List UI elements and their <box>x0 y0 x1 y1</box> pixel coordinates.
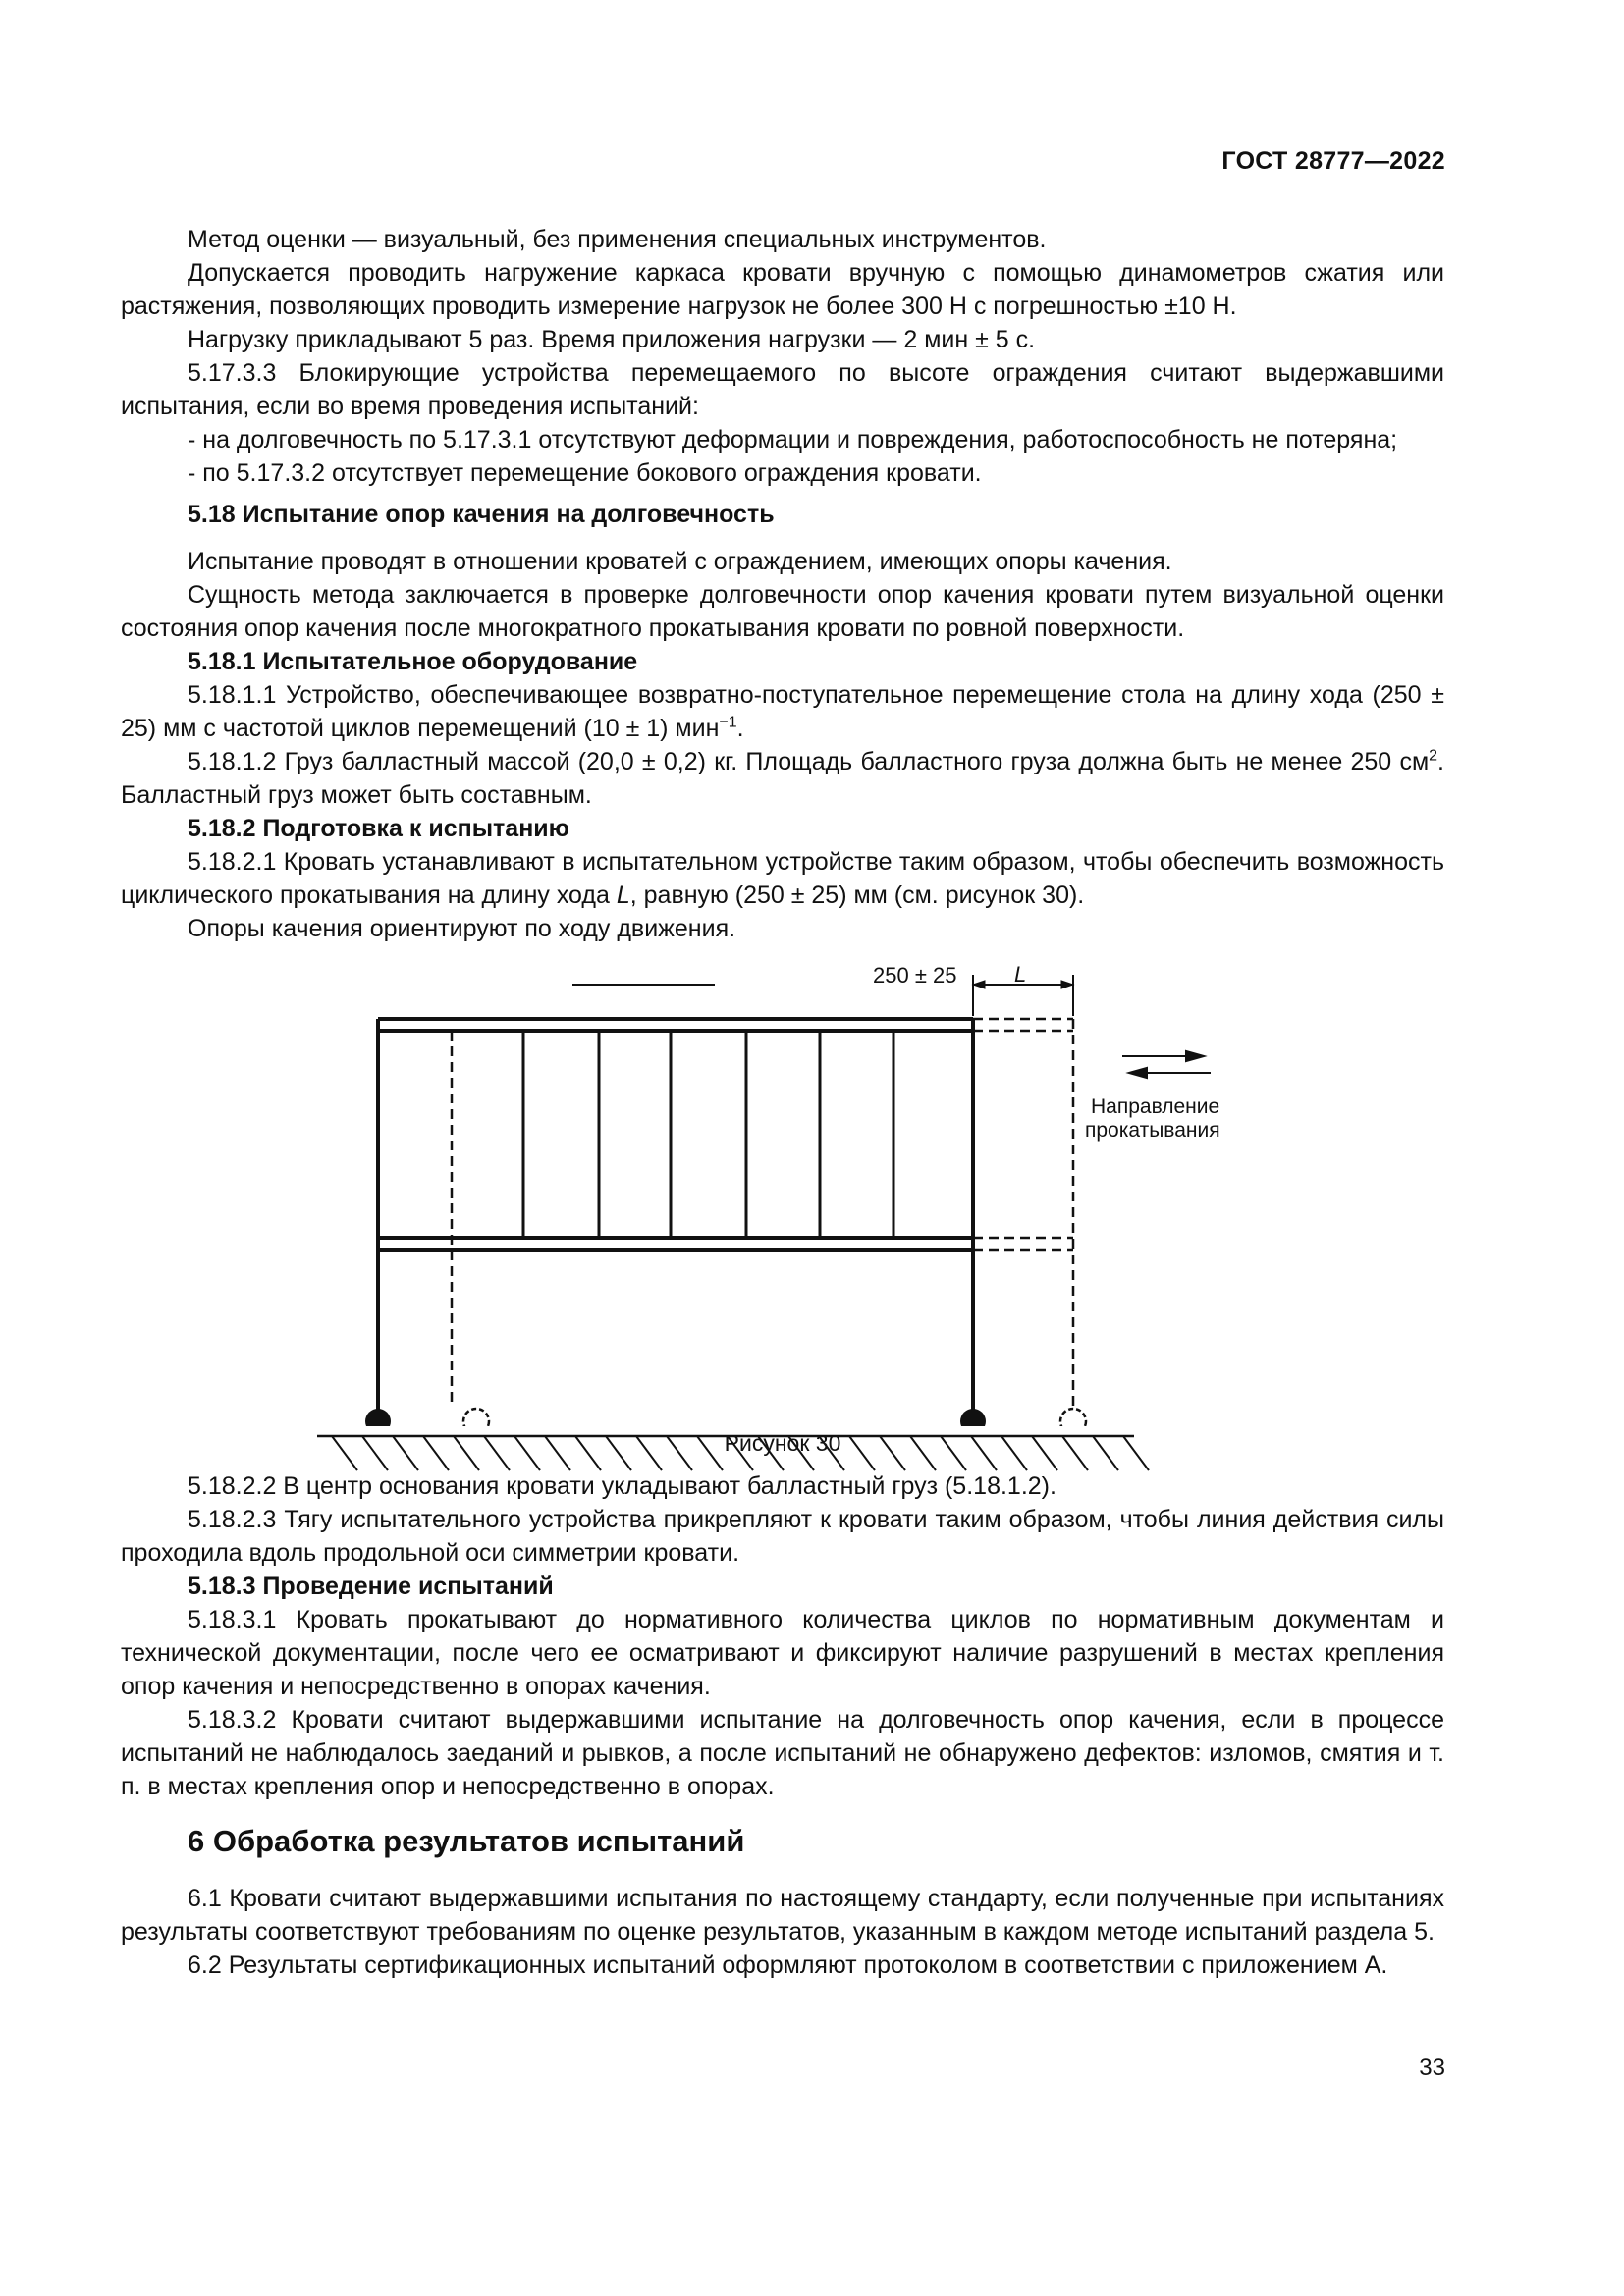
hatch-stroke <box>819 1436 844 1470</box>
clause-5-18-1-2: 5.18.1.2 Груз балластный массой (20,0 ± 0,2) кг. Площадь балластного груза должна быть не менее 250 $см^2$. Балластный груз может быть составным. <box>121 747 1444 809</box>
subsection-heading-5-18-1: 5.18.1 Испытательное оборудование <box>188 648 638 675</box>
hatch-stroke <box>880 1436 905 1470</box>
clause-5-17-3-3: 5.17.3.3 Блокирующие устройства перемещаемого по высоте ограждения считают выдержавшими испытания, если во время проведения испытаний: <box>121 359 1444 420</box>
hatch-stroke <box>362 1436 388 1470</box>
hatch-stroke <box>910 1436 936 1470</box>
hatch-stroke <box>728 1436 753 1470</box>
hatch-stroke <box>606 1436 631 1470</box>
document-body <box>121 223 1444 1982</box>
ground-hatching <box>121 945 1444 1495</box>
section-heading-6: 6 Обработка результатов испытаний <box>188 1824 745 1858</box>
direction-label-line1: Направление <box>1091 1095 1220 1118</box>
paragraph: Метод оценки — визуальный, без применения специальных инструментов. <box>188 226 1047 253</box>
hatch-stroke <box>575 1436 601 1470</box>
figure-30 <box>121 945 1444 1426</box>
hatch-stroke <box>941 1436 966 1470</box>
hatch-stroke <box>667 1436 692 1470</box>
direction-label-line2: прокатывания <box>1085 1119 1220 1142</box>
paragraph: Испытание проводят в отношении кроватей с ограждением, имеющих опоры качения. <box>188 548 1172 575</box>
paragraph: Допускается проводить нагружение каркаса кровати вручную с помощью динамометров сжатия или растяжения, позволяющих проводить измерение нагрузок не более 300 Н с погрешностью ±10 Н. <box>121 259 1444 320</box>
hatch-stroke <box>332 1436 357 1470</box>
paragraph: Нагрузку прикладывают 5 раз. Время приложения нагрузки — 2 мин ± 5 с. <box>188 326 1036 353</box>
list-item: - на долговечность по 5.17.3.1 отсутствуют деформации и повреждения, работоспособность не потеряна; <box>188 426 1398 454</box>
clause-6-2: 6.2 Результаты сертификационных испытаний оформляют протоколом в соответствии с приложением А. <box>188 1951 1388 1979</box>
dimension-label: 250 ± 25 <box>873 963 957 988</box>
hatch-stroke <box>1032 1436 1057 1470</box>
clause-5-18-2-2: 5.18.2.2 В центр основания кровати укладывают балластный груз (5.18.1.2). <box>188 1472 1056 1500</box>
paragraph: Опоры качения ориентируют по ходу движения. <box>188 915 736 942</box>
stroke-length-label: L <box>1014 962 1027 987</box>
clause-6-1: 6.1 Кровати считают выдержавшими испытания по настоящему стандарту, если полученные при испытаниях результаты соответствуют требованиям по оценке результатов, указанным в каждом методе испытаний раздела 5. <box>121 1885 1444 1946</box>
hatch-stroke <box>849 1436 875 1470</box>
hatch-stroke <box>1062 1436 1088 1470</box>
hatch-stroke <box>454 1436 479 1470</box>
document-code: ГОСТ 28777—2022 <box>1221 147 1445 175</box>
clause-5-18-2-3: 5.18.2.3 Тягу испытательного устройства прикрепляют к кровати таким образом, чтобы линия действия силы проходила вдоль продольной оси симметрии кровати. <box>121 1506 1444 1567</box>
hatch-stroke <box>545 1436 570 1470</box>
hatch-stroke <box>758 1436 784 1470</box>
hatch-stroke <box>971 1436 997 1470</box>
paragraph: Сущность метода заключается в проверке долговечности опор качения кровати путем визуальной оценки состояния опор качения после многократного прокатывания кровати по ровной поверхности. <box>121 581 1444 642</box>
hatch-stroke <box>514 1436 540 1470</box>
hatch-stroke <box>1123 1436 1149 1470</box>
clause-5-18-1-1: 5.18.1.1 Устройство, обеспечивающее возвратно-поступательное перемещение стола на длину хода (250 ± 25) мм с частотой циклов перемещений (10 ± 1) мин$^{-1}$. <box>121 681 1444 742</box>
page-number: 33 <box>1419 2055 1445 2081</box>
hatch-stroke <box>788 1436 814 1470</box>
subsection-heading-5-18-2: 5.18.2 Подготовка к испытанию <box>188 815 570 842</box>
clause-5-18-2-1: 5.18.2.1 Кровать устанавливают в испытательном устройстве таким образом, чтобы обеспечить возможность циклического прокатывания на длину хода L, равную (250 ± 25) мм (см. рисунок 30). <box>121 848 1444 909</box>
clause-5-18-3-1: 5.18.3.1 Кровать прокатывают до нормативного количества циклов по нормативным документам и технической документации, после чего ее осматривают и фиксируют наличие разрушений в местах крепления опор качения и непосредственно в опорах качения. <box>121 1606 1444 1700</box>
hatch-stroke <box>484 1436 510 1470</box>
clause-5-18-3-2: 5.18.3.2 Кровати считают выдержавшими испытание на долговечность опор качения, если в процессе испытаний не наблюдалось заеданий и рывков, а после испытаний не обнаружено дефектов: изломов, смятия и т. п. в местах крепления опор и непосредственно в опорах. <box>121 1706 1444 1800</box>
hatch-stroke <box>697 1436 723 1470</box>
hatch-stroke <box>1093 1436 1118 1470</box>
figure-caption: Рисунок 30 <box>724 1430 841 1456</box>
subsection-heading-5-18-3: 5.18.3 Проведение испытаний <box>188 1573 554 1600</box>
hatch-stroke <box>423 1436 449 1470</box>
hatch-stroke <box>1001 1436 1027 1470</box>
list-item: - по 5.17.3.2 отсутствует перемещение бокового ограждения кровати. <box>188 459 982 487</box>
hatch-stroke <box>393 1436 418 1470</box>
hatch-stroke <box>636 1436 662 1470</box>
section-heading-5-18: 5.18 Испытание опор качения на долговечность <box>188 501 775 528</box>
